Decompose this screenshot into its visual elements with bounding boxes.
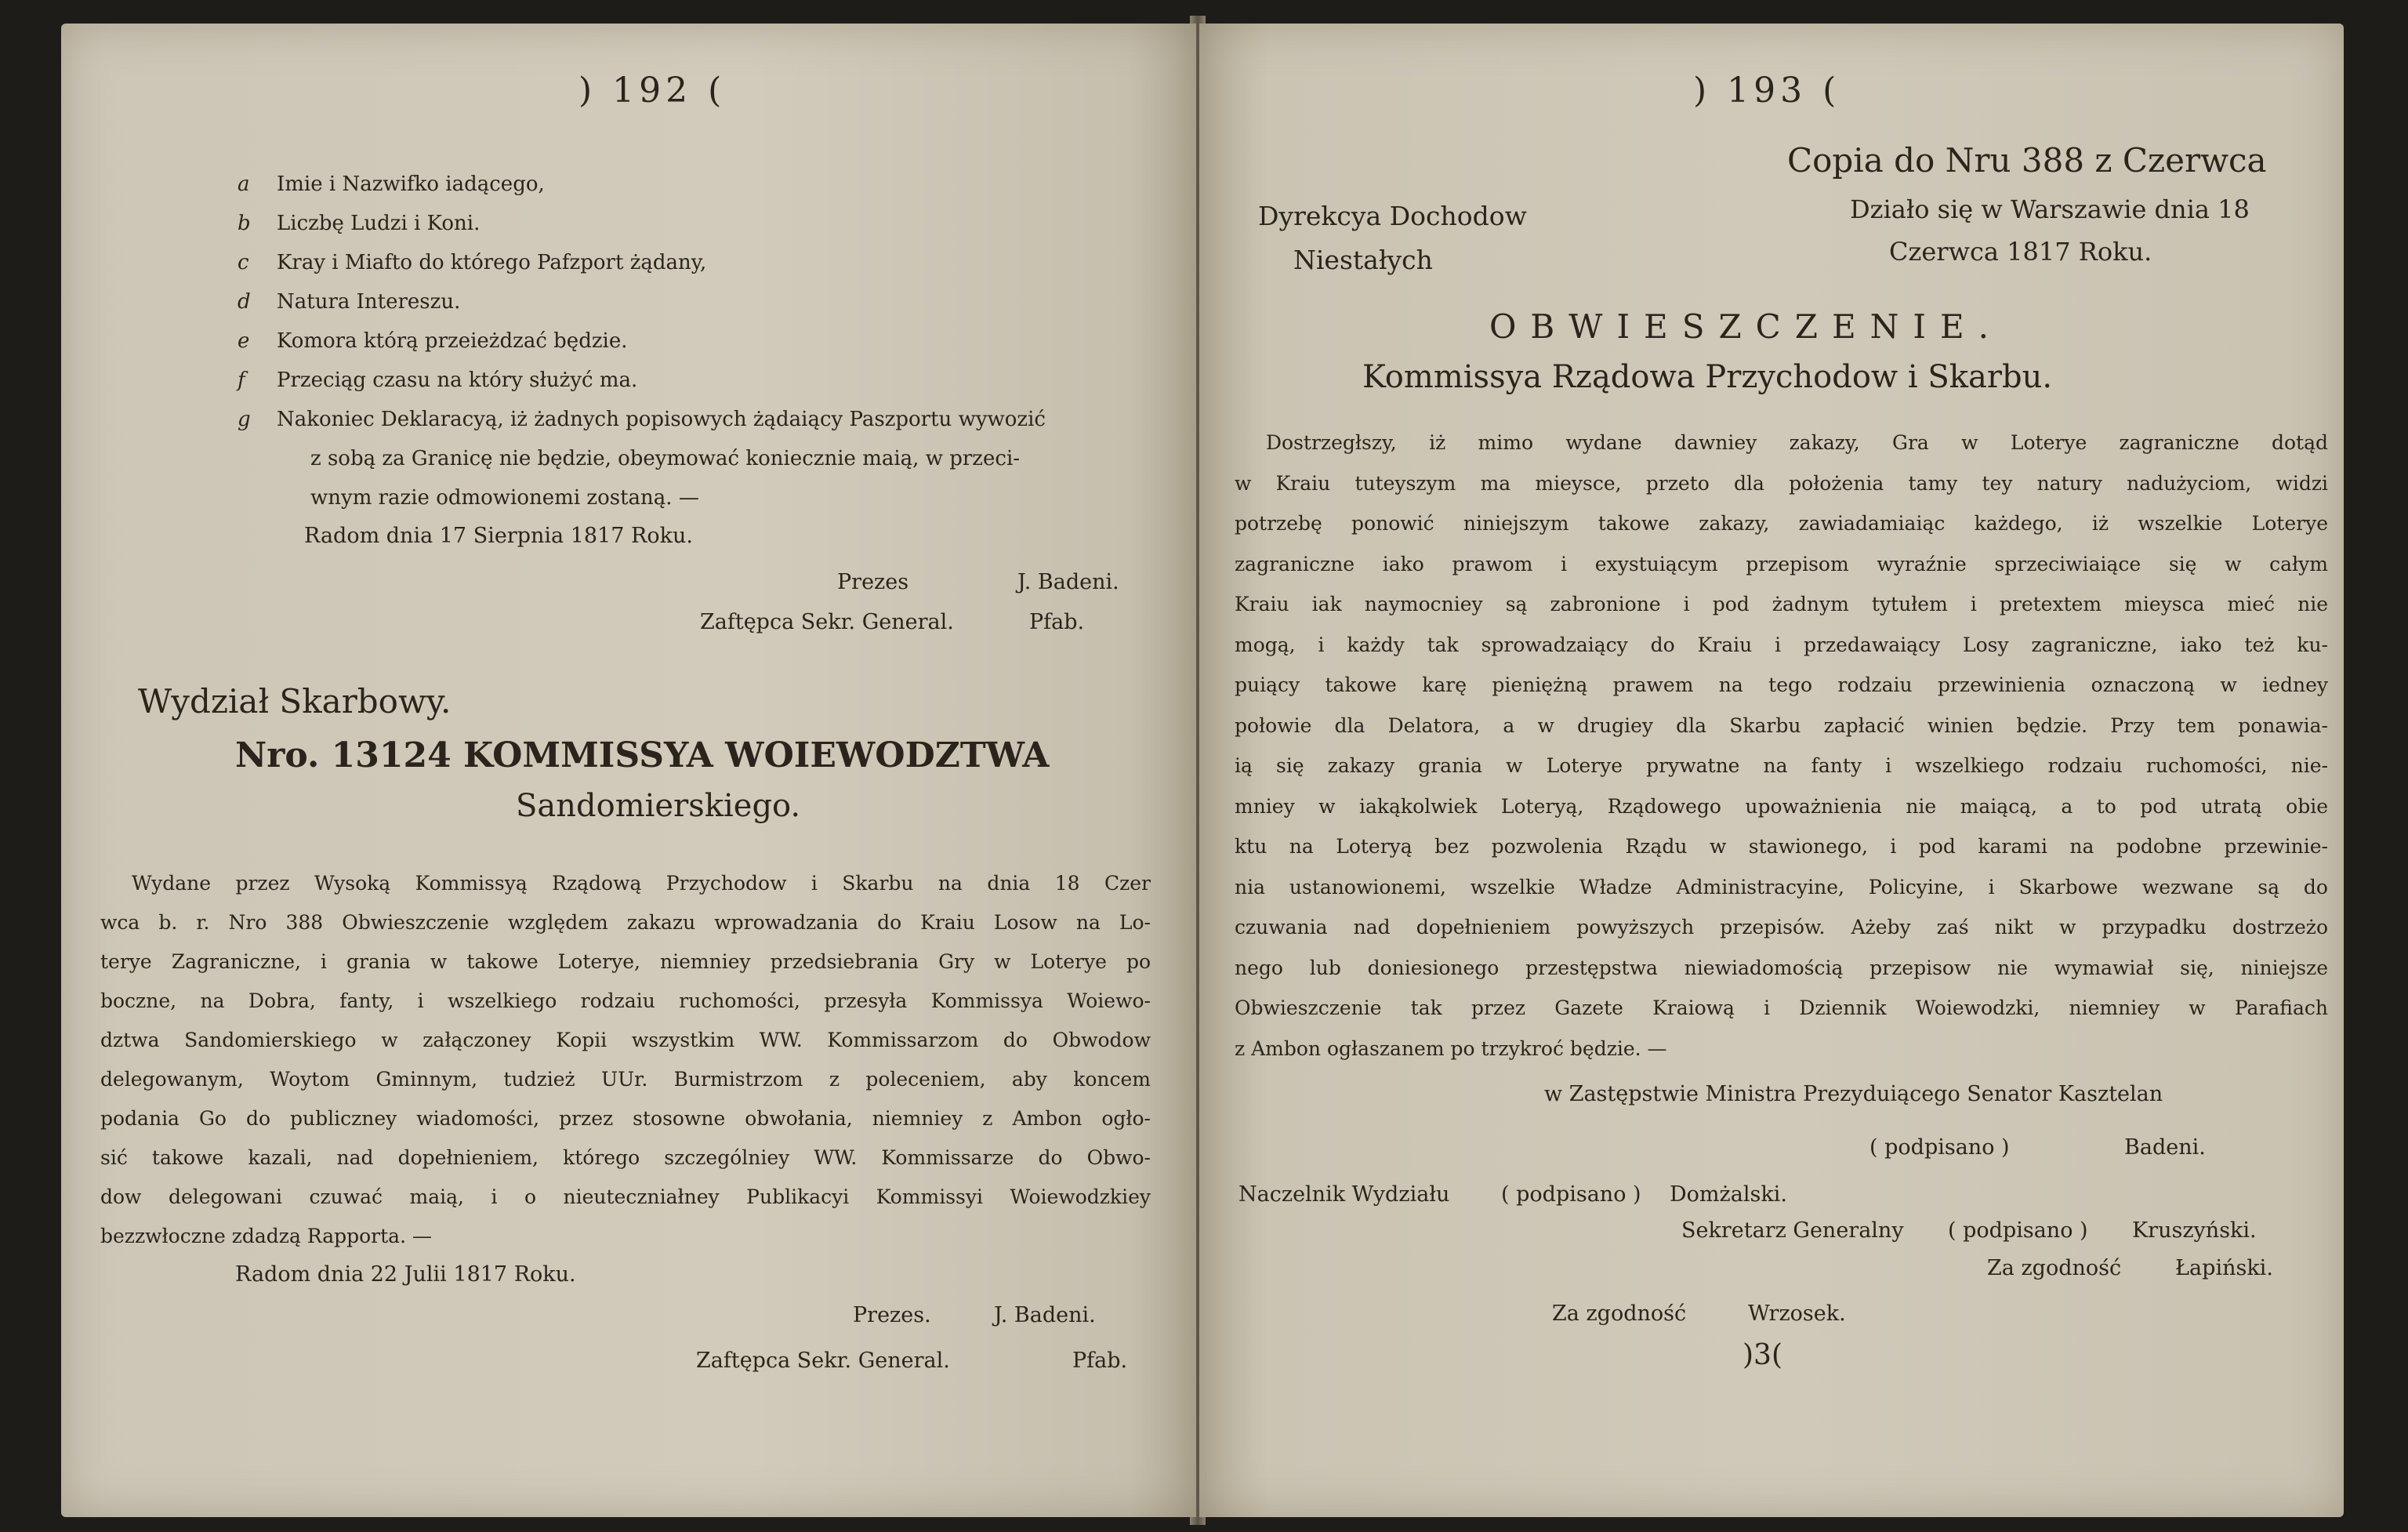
- signature-role: Prezes.: [853, 1303, 931, 1327]
- list-letter: d: [238, 290, 251, 314]
- paragraph-line: boczne, na Dobra, fanty, i wszelkiego rodzaiu ruchomości, przesyła Kommissya Woiewo-: [100, 989, 1151, 1012]
- paragraph-line: z Ambon ogłaszanem po trzykroć będzie. —: [1235, 1036, 1667, 1060]
- right-page: [1199, 24, 2344, 1517]
- paragraph-line: dztwa Sandomierskiego w załączoney Kopii wszystkim WW. Kommissarzom do Obwodow: [100, 1029, 1151, 1051]
- paragraph-line: mogą, i każdy tak sprowadzaiący do Kraiu i przedawaiący Losy zagraniczne, iako też ku-: [1235, 633, 2328, 656]
- paragraph-line: nia ustanowionemi, wszelkie Władze Administracyine, Policyine, i Skarbowe wezwane są do: [1235, 875, 2328, 899]
- paragraph-line: bezzwłoczne zdadzą Rapporta. —: [100, 1225, 432, 1247]
- paragraph-line: delegowanym, Woytom Gminnym, tudzież UUr. Burmistrzom z poleceniem, aby koncem: [100, 1068, 1151, 1091]
- paragraph-line: ktu na Loteryą bez pozwolenia Rządu w stawionego, i pod karami na podobne przewinie-: [1235, 835, 2328, 858]
- paragraph-line: Wydane przez Wysoką Kommissyą Rządową Przychodow i Skarbu na dnia 18 Czer: [132, 872, 1151, 895]
- signature-name: J. Badeni.: [1017, 570, 1119, 594]
- paragraph-line: sić takowe kazali, nad dopełnieniem, którego szczególniey WW. Kommissarze do Obwo-: [100, 1146, 1151, 1169]
- signed-mark: ( podpisano ): [1501, 1182, 1641, 1207]
- section-title: Wydział Skarbowy.: [138, 682, 452, 721]
- list-letter: c: [238, 251, 249, 274]
- paragraph-line: nego lub doniesionego przestępstwa niewiadomością przepisow nie wymawiał się, niniejsze: [1235, 956, 2328, 979]
- paragraph-line: zagraniczne iako prawom i exystuiącym przepisom wyraźnie sprzeciwiaiące się w całym: [1235, 552, 2328, 575]
- deputy-line: w Zastępstwie Ministra Prezyduiącego Senator Kasztelan: [1544, 1082, 2163, 1106]
- signature-name: J. Badeni.: [994, 1303, 1096, 1327]
- list-letter: b: [238, 212, 251, 235]
- paragraph-line: potrzebę ponowić niniejszym takowe zakazy, zawiadamiaiąc każdego, iż wszelkie Loterye: [1235, 512, 2328, 535]
- date-line: Czerwca 1817 Roku.: [1889, 237, 2152, 267]
- list-letter: f: [238, 368, 245, 392]
- page-number: ) 192 (: [578, 71, 727, 111]
- signature-role: Zaftępca Sekr. General.: [700, 610, 954, 634]
- signature-name: Kruszyński.: [2132, 1218, 2257, 1243]
- paragraph-line: terye Zagraniczne, i grania w takowe Loterye, niemniey przedsiebrania Gry w Loterye po: [100, 950, 1151, 973]
- signature-name: Pfab.: [1072, 1349, 1128, 1373]
- page-number: ) 193 (: [1693, 71, 1841, 111]
- section-subheading: Sandomierskiego.: [516, 788, 801, 824]
- signature-role: Sekretarz Generalny: [1681, 1218, 1904, 1243]
- signed-mark: ( podpisano ): [1948, 1218, 2088, 1243]
- signature-name: Łapiński.: [2175, 1256, 2273, 1280]
- paragraph-line: połowie dla Delatora, a w drugiey dla Skarbu zapłacić winien będzie. Przy tem ponawia-: [1235, 713, 2328, 737]
- paragraph-line: w Kraiu tuteyszym ma mieysce, przeto dla położenia tamy tey natury nadużyciom, widzi: [1235, 471, 2328, 495]
- paragraph-line: Kraiu iak naymocniey są zabronione i pod żadnym tytułem i pretextem mieysca mieć nie: [1235, 593, 2328, 615]
- paragraph-line: podania Go do publiczney wiadomości, przez stosowne obwołania, niemniey z Ambon ogło-: [100, 1107, 1151, 1130]
- list-item-continuation: z sobą za Granicę nie będzie, obeymować koniecznie maią, w przeci-: [310, 447, 1021, 470]
- paragraph-line: mniey w iakąkolwiek Loteryą, Rządowego upoważnienia nie maiącą, a to pod utratą obie: [1235, 794, 2328, 818]
- date-line: Radom dnia 22 Julii 1817 Roku.: [235, 1262, 576, 1287]
- list-item-continuation: wnym razie odmowionemi zostaną. —: [310, 486, 699, 510]
- paragraph-line: Obwieszczenie tak przez Gazete Kraiową i Dziennik Woiewodzki, niemniey w Parafiach: [1235, 997, 2328, 1019]
- copy-heading: Copia do Nru 388 z Czerwca: [1787, 141, 2267, 180]
- paragraph-line: wca b. r. Nro 388 Obwieszczenie względem zakazu wprowadzania do Kraiu Losow na Lo-: [100, 911, 1151, 934]
- list-letter: e: [238, 329, 250, 353]
- signature-name: Badeni.: [2124, 1135, 2206, 1160]
- paragraph-line: ią się zakazy grania w Loterye prywatne na fanty i wszelkiego rodzaiu ruchomości, nie-: [1235, 754, 2328, 777]
- directorate-line: Dyrekcya Dochodow: [1258, 201, 1527, 231]
- paragraph-line: puiący takowe karę pieniężną prawem na tego rodzaiu przewinienia oznaczoną w iedney: [1235, 673, 2328, 696]
- announcement-title: OBWIESZCZENIE.: [1489, 307, 2003, 346]
- list-item-text: Komora którą przeieżdzać będzie.: [277, 329, 628, 353]
- signature-role: Naczelnik Wydziału: [1238, 1182, 1450, 1207]
- announcement-subtitle: Kommissya Rządowa Przychodow i Skarbu.: [1362, 359, 2053, 395]
- conformity-mark: Za zgodność: [1552, 1301, 1687, 1326]
- list-item-text: Liczbę Ludzi i Koni.: [277, 212, 481, 235]
- paragraph-line: dow delegowani czuwać maią, i o nieuteczniałney Publikacyi Kommissyi Woiewodzkiey: [100, 1185, 1151, 1208]
- paragraph-line: czuwania nad dopełnieniem powyższych przepisów. Ażeby zaś nikt w przypadku dostrzeżo: [1235, 916, 2328, 938]
- list-letter: g: [238, 408, 251, 431]
- signature-name: Wrzosek.: [1748, 1301, 1846, 1326]
- signed-mark: ( podpisano ): [1869, 1135, 2010, 1160]
- signature-name: Pfab.: [1029, 610, 1085, 634]
- left-page: [61, 24, 1196, 1517]
- list-item-text: Natura Intereszu.: [277, 290, 461, 314]
- conformity-mark: Za zgodność: [1987, 1256, 2122, 1280]
- place-line: Działo się w Warszawie dnia 18: [1850, 194, 2250, 224]
- signature-name: Domżalski.: [1670, 1182, 1787, 1207]
- list-letter: a: [238, 172, 250, 196]
- directorate-line: Niestałych: [1293, 245, 1433, 275]
- signature-role: Prezes: [837, 570, 909, 594]
- list-item-text: Przeciąg czasu na który służyć ma.: [277, 368, 638, 392]
- date-line: Radom dnia 17 Sierpnia 1817 Roku.: [304, 524, 693, 548]
- paragraph-line: Dostrzegłszy, iż mimo wydane dawniey zakazy, Gra w Loterye zagraniczne dotąd: [1266, 431, 2328, 454]
- list-item-text: Nakoniec Deklaracyą, iż żadnych popisowych żądaiący Paszportu wywozić: [277, 408, 1046, 431]
- signature-role: Zaftępca Sekr. General.: [696, 1349, 950, 1373]
- list-item-text: Kray i Miafto do którego Pafzport żądany,: [277, 251, 707, 274]
- list-item-text: Imie i Nazwifko iadącego,: [277, 172, 545, 196]
- page-mark: )3(: [1743, 1339, 1782, 1371]
- section-heading: Nro. 13124 KOMMISSYA WOIEWODZTWA: [235, 735, 1050, 775]
